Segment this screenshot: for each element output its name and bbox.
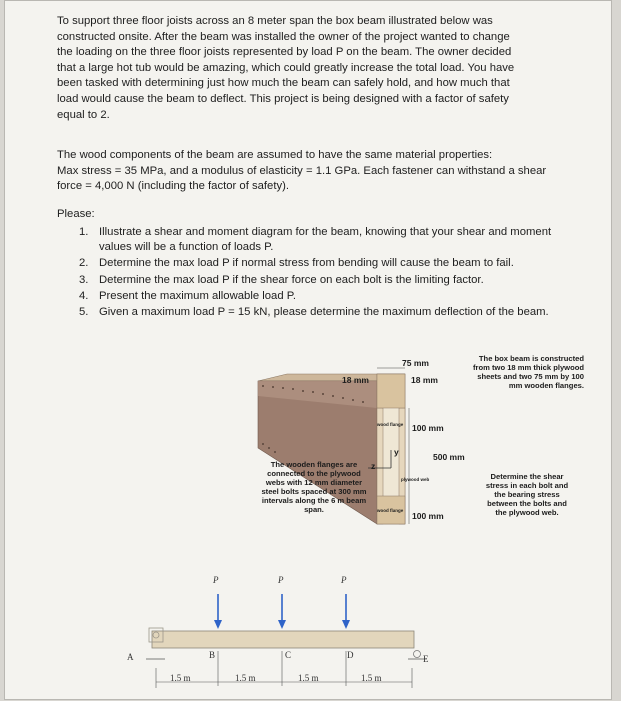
point-label: C [285,650,292,660]
props-line: force = 4,000 N (including the factor of safety). [57,180,290,193]
load-arrows [214,594,350,629]
point-label: D [347,650,354,660]
task-item [57,273,577,288]
task-item [57,256,577,271]
point-label: E [423,654,429,664]
task-number: 1. [79,226,89,238]
beam-figure [5,346,613,701]
task-item [57,305,577,320]
intro-line: the loading on the three floor joists represented by load P on the beam. The owner decided [57,46,512,59]
load-label: P [278,575,284,585]
span-label: 1.5 m [235,673,256,683]
dim-18mm-left: 18 mm [342,375,369,385]
point-label: A [127,652,134,662]
intro-line: To support three floor joists across an 8 meter span the box beam illustrated below was [57,15,493,27]
beam-figure-drawing [5,346,613,701]
task-item [57,225,577,255]
dim-100mm-bottom: 100 mm [412,511,444,521]
props-line: Max stress = 35 MPa, and a modulus of elasticity = 1.1 GPa. Each fastener can withstand a shear [57,164,547,177]
task-number: 5. [79,306,89,319]
span-label: 1.5 m [170,673,191,683]
task-list [57,225,577,321]
dim-18mm-right: 18 mm [411,375,438,385]
dim-500mm: 500 mm [433,452,465,462]
intro-line: been tasked with determining just how much the beam can safely hold, and how much that [57,77,510,90]
please-label: Please: [57,208,95,220]
axis-y-label: y [394,447,399,457]
load-label: P [341,575,347,585]
task-text: Illustrate a shear and moment diagram for the beam, knowing that your shear and moment values will be a function of loads P. [99,226,552,254]
task-text: Determine the max load P if the shear force on each bolt is the limiting factor. [99,273,484,286]
note-box-beam: The box beam is constructed from two 18 mm thick plywood sheets and two 75 mm by 100 mm wooden flanges. [473,354,584,390]
intro-line: equal to 2. [57,108,110,121]
note-connected: The wooden flanges are connected to the plywood webs with 12 mm diameter steel bolts spaced at 300 mm intervals along the 6 m beam span. [261,460,367,514]
intro-paragraph [57,14,577,123]
intro-line: constructed onsite. After the beam was installed the owner of the project wanted to change [57,30,510,43]
tag-wood-flange-top: wood flange [377,422,404,427]
beam-rect [152,631,414,648]
span-label: 1.5 m [361,673,382,683]
tag-plywood-web: plywood web [401,477,430,482]
intro-line: load would cause the beam to deflect. This project is being designed with a factor of safety [57,92,509,105]
point-label: B [209,650,216,660]
span-label: 1.5 m [298,673,319,683]
task-number: 2. [79,257,89,270]
task-number: 4. [79,289,89,302]
roller-support-e [414,651,421,658]
tag-wood-flange-bottom: wood flange [377,508,404,513]
material-properties-paragraph [57,148,577,195]
document-page [4,0,612,700]
dim-75mm: 75 mm [402,358,429,368]
intro-line: that a large hot tub would be amazing, which could greatly increase the total load. You have [57,61,515,74]
top-flange-section [377,374,405,408]
axis-z-label: z [371,461,376,471]
note-shear-stress: Determine the shear stress in each bolt and the bearing stress between the bolts and the plywood web. [485,472,569,517]
task-item [57,289,577,304]
task-text: Given a maximum load P = 15 kN, please determine the maximum deflection of the beam. [99,306,549,319]
task-text: Present the maximum allowable load P. [99,289,296,302]
load-label: P [213,575,219,585]
dim-100mm-top: 100 mm [412,423,444,433]
task-text: Determine the max load P if normal stress from bending will cause the beam to fail. [99,257,514,270]
task-number: 3. [79,273,89,286]
props-line: The wood components of the beam are assumed to have the same material properties: [57,149,493,161]
